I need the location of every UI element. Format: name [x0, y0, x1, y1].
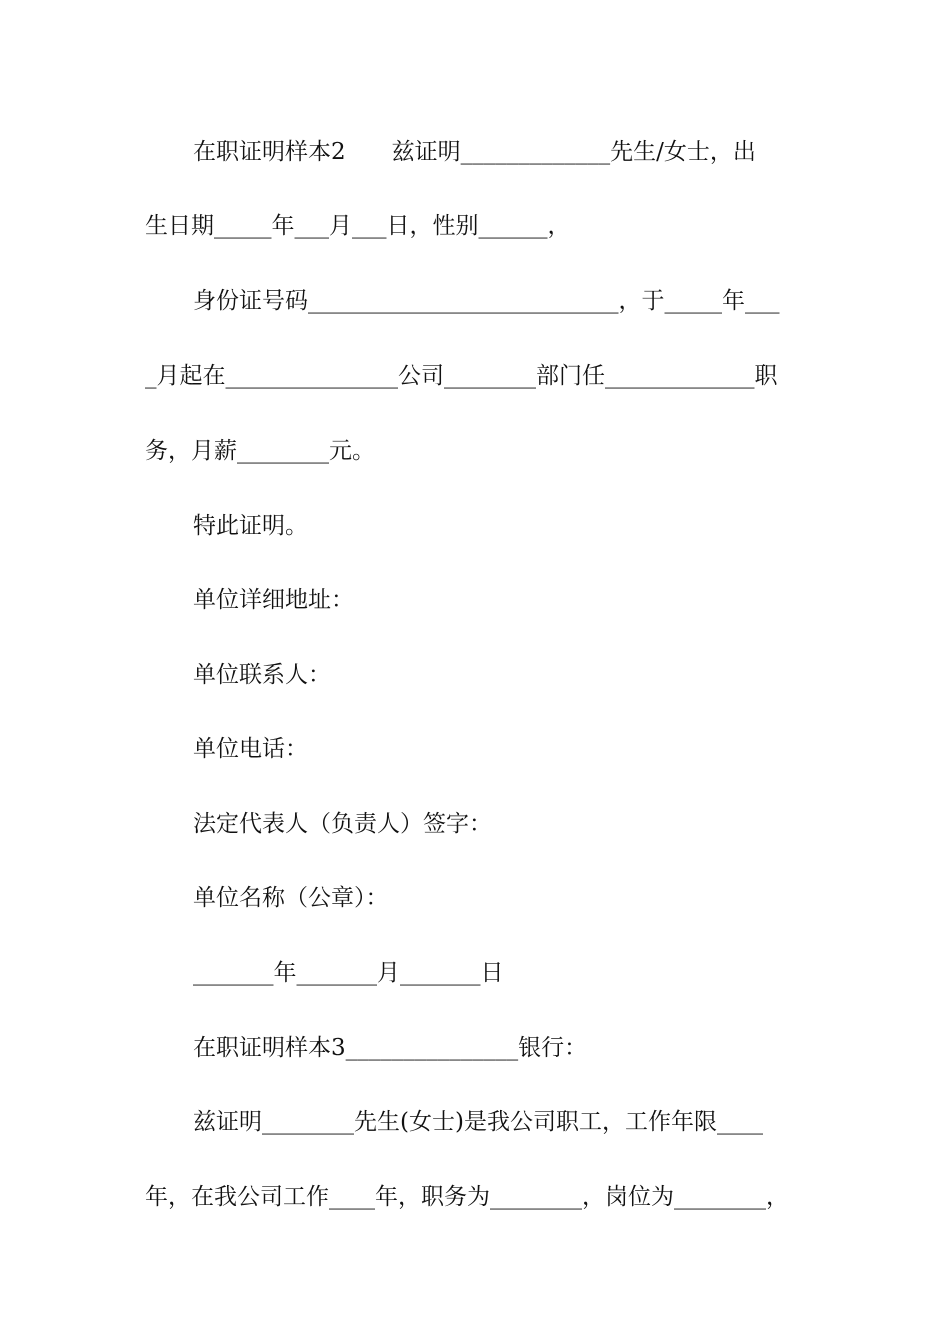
company-department-line: _月起在_______________公司________部门任_____________职	[145, 363, 778, 389]
company-contact-label: 单位联系人：	[193, 662, 331, 688]
id-number-line: 身份证号码___________________________，于_____年___	[193, 288, 780, 314]
salary-line: 务，月薪________元。	[145, 438, 375, 464]
date-line: _______年_______月_______日	[193, 960, 504, 986]
certify-statement: 特此证明。	[193, 513, 308, 539]
certificate-sample-2-heading: 在职证明样本2 兹证明_____________先生/女士，出	[193, 139, 756, 165]
company-phone-label: 单位电话：	[193, 736, 308, 762]
birth-date-gender-line: 生日期_____年___月___日，性别______，	[145, 213, 571, 239]
position-post-line: 年，在我公司工作____年，职务为________，岗位为________，	[145, 1184, 789, 1210]
company-name-seal-label: 单位名称（公章）：	[193, 885, 389, 911]
company-address-label: 单位详细地址：	[193, 587, 354, 613]
employee-tenure-line: 兹证明________先生(女士)是我公司职工，工作年限____	[193, 1109, 763, 1135]
certificate-sample-3-heading: 在职证明样本3_______________银行：	[193, 1035, 588, 1061]
legal-representative-signature-label: 法定代表人（负责人）签字：	[193, 811, 492, 837]
